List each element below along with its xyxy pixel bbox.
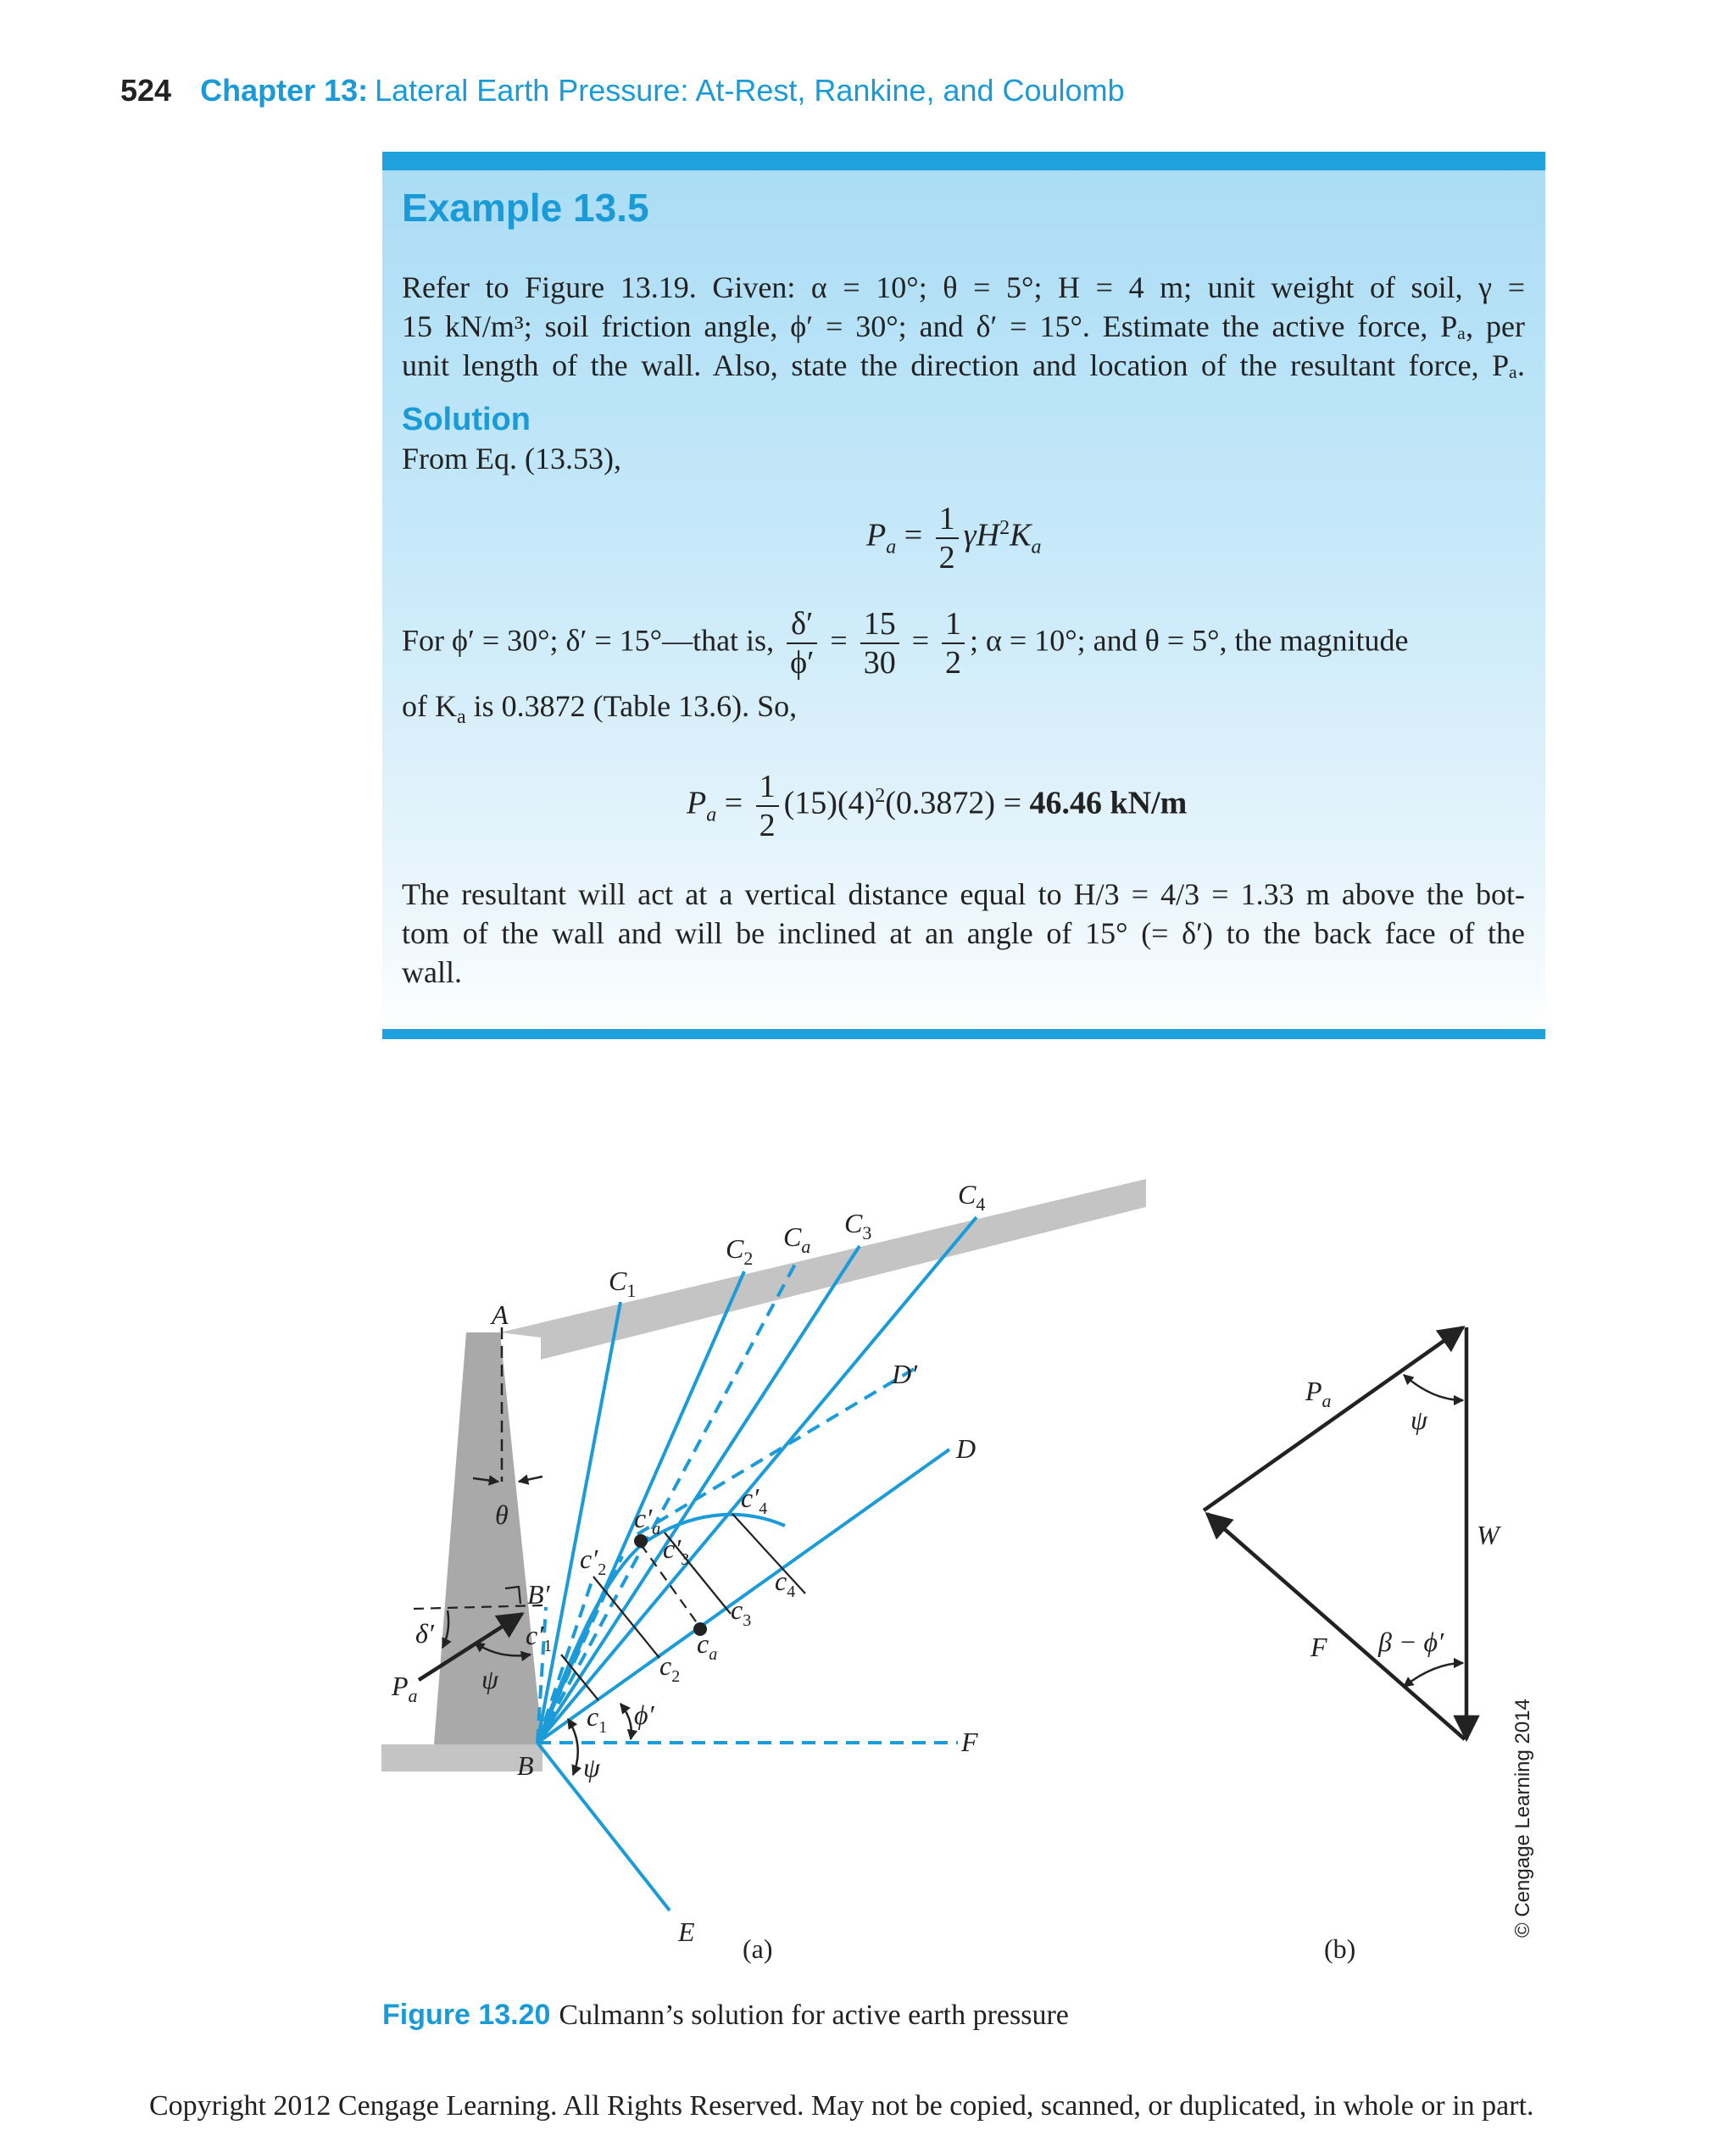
fraction-denominator: 2 <box>759 808 776 843</box>
label-delta-prime: δ′ <box>415 1618 434 1649</box>
ray-BE <box>537 1743 670 1911</box>
eq-superscript: 2 <box>875 785 886 808</box>
label-beta-phi: β − ϕ′ <box>1378 1627 1444 1657</box>
eq-term: γH <box>963 517 1000 553</box>
label-E: E <box>678 1916 695 1947</box>
label-theta: θ <box>495 1499 509 1530</box>
eq-symbol: P <box>687 785 707 821</box>
conclusion-line: tom of the wall and will be inclined at an angle of 15° (= δ′) to the back face of the <box>402 916 1525 950</box>
problem-line: unit length of the wall. Also, state the direction and location of the resultant force, Pₐ. <box>402 348 1525 382</box>
fraction-denominator: ϕ′ <box>790 645 815 681</box>
label-phi-prime: ϕ′ <box>634 1699 654 1730</box>
conclusion-line: The resultant will act at a vertical distance equal to H/3 = 4/3 = 1.33 m above the bot- <box>402 877 1525 911</box>
eq-term: (15)(4) <box>783 785 876 821</box>
label-B: B <box>517 1750 534 1781</box>
fraction-denominator: 2 <box>938 540 955 576</box>
example-bottom-rule <box>382 1029 1545 1039</box>
label-c3: $c_3$ <box>731 1594 752 1630</box>
psi-arc-base <box>568 1719 578 1775</box>
fraction <box>756 768 779 844</box>
backfill-surface <box>500 1179 1146 1360</box>
tangent-D-prime <box>637 1368 915 1534</box>
example-top-rule <box>382 152 1545 170</box>
label-C1: $C_1$ <box>609 1265 637 1301</box>
label-ca-prime: $c'_a$ <box>634 1503 661 1538</box>
ratio-line: For ϕ′ = 30°; δ′ = 15°—that is, $\frac{\delta'}{\phi'}$ = $\frac{15}{30}$ = $\frac{1}{2}$ ; α = 10°; and θ = 5°, the magnitude <box>402 606 1409 681</box>
solution-heading: Solution <box>402 402 531 437</box>
chapter-label: Chapter 13: <box>200 73 369 108</box>
eq-sign: = <box>724 785 743 821</box>
eq-subscript: a <box>1031 536 1042 559</box>
label-c1: $c_1$ <box>587 1701 608 1737</box>
label-c3-prime: $c'_3$ <box>663 1533 690 1569</box>
label-psi-base: ψ <box>583 1752 600 1783</box>
label-C2: $C_2$ <box>726 1233 754 1269</box>
label-Ca: $C_a$ <box>783 1221 811 1257</box>
label-psi-wall: ψ <box>481 1664 498 1694</box>
figure-caption-text: Culmann’s solution for active earth pressure <box>559 2000 1069 2031</box>
figure-caption <box>382 1999 1069 2032</box>
equation-pa-formula <box>866 500 1041 576</box>
psi-arc-b <box>1404 1375 1463 1400</box>
figure-caption-label: Figure 13.20 <box>382 1999 551 2031</box>
ka-subscript: a <box>457 706 466 729</box>
caption-b: (b) <box>1324 1933 1356 1964</box>
label-C4: $C_4$ <box>958 1179 986 1215</box>
equation-pa-result <box>687 768 1187 844</box>
label-F: F <box>961 1727 978 1757</box>
ratio-line-prefix: For ϕ′ = 30°; δ′ = 15°—that is, <box>402 623 775 658</box>
ka-line-prefix: of K <box>402 689 457 723</box>
example-title: Example 13.5 <box>402 186 649 230</box>
label-Pa-b: $P_a$ <box>1305 1376 1332 1411</box>
eq-subscript: a <box>886 536 897 559</box>
copyright-notice: Copyright 2012 Cengage Learning. All Rights Reserved. May not be copied, scanned, or duplicated, in whole or in part. <box>149 2090 1534 2122</box>
problem-line: 15 kN/m³; soil friction angle, ϕ′ = 30°; and δ′ = 15°. Estimate the active force, Pₐ, per <box>402 309 1525 343</box>
figure-13-20 <box>0 1136 1736 1992</box>
eq-symbol: P <box>866 517 887 553</box>
eq-subscript: a <box>706 804 717 826</box>
fraction <box>942 605 965 681</box>
theta-arrow-right <box>519 1477 542 1482</box>
label-psi-b: ψ <box>1410 1404 1427 1435</box>
label-c4: $c_4$ <box>775 1566 796 1601</box>
label-c4-prime: $c'_4$ <box>741 1482 768 1518</box>
label-F-b: F <box>1310 1632 1327 1662</box>
parallel-c4 <box>732 1514 805 1594</box>
eq-sign: = <box>904 517 923 553</box>
figure-part-b <box>1204 1327 1502 1964</box>
fraction-numerator: 1 <box>942 605 965 644</box>
eq-term: (0.3872) = <box>885 785 1022 821</box>
fraction-denominator: 30 <box>863 645 896 681</box>
eq-result: 46.46 kN/m <box>1029 785 1188 821</box>
fraction-numerator: 15 <box>860 605 899 644</box>
label-D-prime: D′ <box>892 1359 918 1389</box>
problem-line: Refer to Figure 13.19. Given: α = 10°; θ = 5°; H = 4 m; unit weight of soil, γ = <box>402 270 1525 304</box>
label-Pa: $P_a$ <box>392 1671 418 1706</box>
phi-arc <box>620 1704 632 1739</box>
running-head <box>120 73 1125 108</box>
image-credit: © Cengage Learning 2014 <box>1511 1699 1534 1938</box>
fraction-denominator: 2 <box>945 645 962 681</box>
page-number: 524 <box>120 73 172 108</box>
eq-term: K <box>1010 517 1032 553</box>
label-ca: $c_a$ <box>697 1628 718 1664</box>
fraction <box>787 605 817 681</box>
ka-line <box>402 688 797 729</box>
label-c2-prime: $c'_2$ <box>580 1544 607 1579</box>
label-D: D <box>956 1433 976 1464</box>
fraction-numerator: 1 <box>756 768 779 807</box>
fraction-numerator: δ′ <box>787 605 817 644</box>
fraction-numerator: 1 <box>936 500 959 539</box>
beta-phi-arc <box>1404 1663 1463 1687</box>
fraction <box>860 605 899 681</box>
label-B-prime: B′ <box>527 1579 550 1610</box>
conclusion-line: wall. <box>402 955 462 989</box>
label-A: A <box>492 1299 509 1330</box>
ratio-line-suffix: ; α = 10°; and θ = 5°, the magnitude <box>970 623 1409 658</box>
conclusion <box>402 875 1525 992</box>
problem-statement <box>402 268 1525 385</box>
figure-part-a <box>381 1179 1146 1964</box>
from-equation-text: From Eq. (13.53), <box>402 442 621 476</box>
fraction <box>936 500 959 576</box>
caption-a: (a) <box>743 1933 773 1964</box>
ka-line-suffix: is 0.3872 (Table 13.6). So, <box>465 689 798 723</box>
eq-superscript: 2 <box>999 517 1010 540</box>
label-W: W <box>1477 1520 1500 1550</box>
point-ca-prime <box>634 1534 648 1548</box>
chapter-title: Lateral Earth Pressure: At-Rest, Rankine, and Coulomb <box>375 73 1125 108</box>
label-c2: $c_2$ <box>659 1650 681 1686</box>
label-c1-prime: $c'_1$ <box>526 1620 553 1655</box>
label-C3: $C_3$ <box>844 1208 872 1243</box>
